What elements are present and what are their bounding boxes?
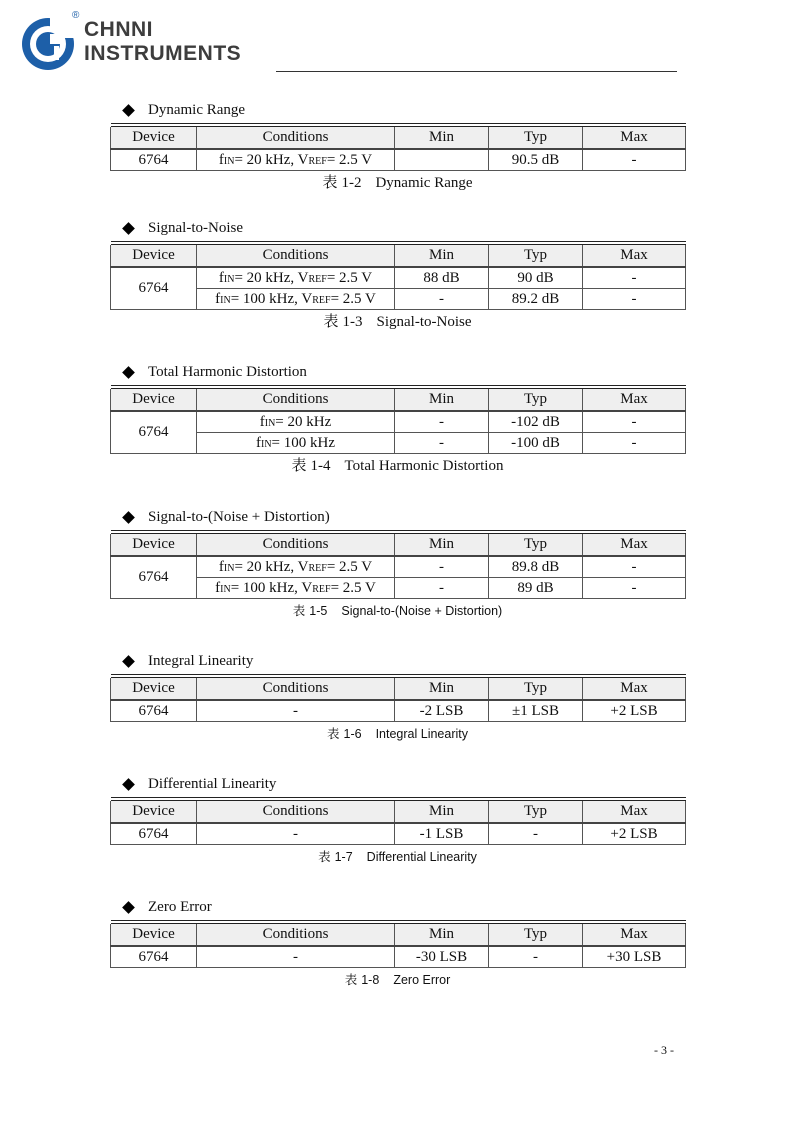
- max-cell: -: [583, 411, 686, 433]
- typ-cell: -100 dB: [489, 433, 583, 454]
- table-row: [111, 267, 686, 289]
- col-header-device: Device: [111, 534, 197, 556]
- section-differential-linearity: [110, 774, 685, 867]
- table-caption: 表 1-6 Integral Linearity: [326, 727, 468, 741]
- col-header-conditions: Conditions: [197, 389, 395, 411]
- table-header-row: [111, 678, 686, 700]
- table-caption: 表 1-2 Dynamic Range: [322, 175, 473, 191]
- col-header-max: Max: [583, 245, 686, 267]
- min-cell: -: [395, 411, 489, 433]
- section-title: Integral Linearity: [148, 653, 254, 669]
- col-header-max: Max: [583, 534, 686, 556]
- col-header-device: Device: [111, 127, 197, 149]
- section-title: Total Harmonic Distortion: [148, 364, 307, 380]
- min-cell: -: [395, 433, 489, 454]
- table-caption: 表 1-7 Differential Linearity: [318, 850, 477, 864]
- typ-cell: 89.2 dB: [489, 289, 583, 310]
- diamond-bullet-icon: [122, 222, 135, 235]
- col-header-min: Min: [395, 924, 489, 946]
- col-header-conditions: Conditions: [197, 245, 395, 267]
- min-cell: -: [395, 556, 489, 578]
- col-header-min: Min: [395, 534, 489, 556]
- company-logo: [20, 10, 280, 76]
- section-heading: [110, 897, 685, 917]
- max-cell: -: [583, 556, 686, 578]
- col-header-device: Device: [111, 801, 197, 823]
- company-name-line2: INSTRUMENTS: [84, 42, 242, 65]
- typ-cell: 90 dB: [489, 267, 583, 289]
- col-header-max: Max: [583, 924, 686, 946]
- table-row: [111, 411, 686, 433]
- col-header-min: Min: [395, 245, 489, 267]
- col-header-device: Device: [111, 245, 197, 267]
- table-row: [111, 149, 686, 171]
- table-row: [111, 700, 686, 722]
- table-header-row: [111, 801, 686, 823]
- col-header-typ: Typ: [489, 245, 583, 267]
- section-title: Dynamic Range: [148, 102, 246, 118]
- col-header-conditions: Conditions: [197, 801, 395, 823]
- table-caption: 表 1-5 Signal-to-(Noise + Distortion): [292, 604, 503, 618]
- diamond-bullet-icon: [122, 104, 135, 117]
- company-name-line1: CHNNI: [84, 18, 153, 41]
- table-row: [111, 433, 686, 454]
- header-rule: [276, 71, 677, 72]
- typ-cell: 89 dB: [489, 578, 583, 599]
- conditions-cell: fIN= 100 kHz: [197, 433, 395, 454]
- page-number: - 3 -: [654, 1043, 674, 1057]
- diamond-bullet-icon: [122, 511, 135, 524]
- col-header-min: Min: [395, 801, 489, 823]
- section-signal-to-noise-distortion: [110, 507, 685, 621]
- min-cell: -: [395, 578, 489, 599]
- min-cell: -: [395, 289, 489, 310]
- device-cell: 6764: [111, 556, 197, 599]
- diamond-bullet-icon: [122, 901, 135, 914]
- section-heading: [110, 651, 685, 671]
- table-row: [111, 578, 686, 599]
- typ-cell: 89.8 dB: [489, 556, 583, 578]
- col-header-typ: Typ: [489, 127, 583, 149]
- max-cell: -: [583, 433, 686, 454]
- col-header-min: Min: [395, 678, 489, 700]
- max-cell: +2 LSB: [583, 823, 686, 845]
- col-header-max: Max: [583, 127, 686, 149]
- table-caption: 表 1-8 Zero Error: [344, 973, 451, 987]
- col-header-max: Max: [583, 801, 686, 823]
- section-signal-to-noise: [110, 218, 685, 332]
- min-cell: -30 LSB: [395, 946, 489, 968]
- col-header-typ: Typ: [489, 924, 583, 946]
- spec-table: [110, 385, 686, 454]
- col-header-device: Device: [111, 678, 197, 700]
- typ-cell: ±1 LSB: [489, 700, 583, 722]
- section-dynamic-range: [110, 100, 685, 193]
- company-name: [84, 18, 241, 66]
- max-cell: +30 LSB: [583, 946, 686, 968]
- table-caption: 表 1-3 Signal-to-Noise: [323, 314, 472, 330]
- min-cell: 88 dB: [395, 267, 489, 289]
- col-header-typ: Typ: [489, 534, 583, 556]
- table-header-row: [111, 534, 686, 556]
- section-total-harmonic-distortion: [110, 362, 685, 476]
- section-title: Zero Error: [148, 899, 212, 915]
- device-cell: 6764: [111, 823, 197, 845]
- device-cell: 6764: [111, 946, 197, 968]
- diamond-bullet-icon: [122, 366, 135, 379]
- diamond-bullet-icon: [122, 778, 135, 791]
- section-heading: [110, 218, 685, 238]
- col-header-max: Max: [583, 678, 686, 700]
- table-header-row: [111, 127, 686, 149]
- section-zero-error: [110, 897, 685, 990]
- section-heading: [110, 774, 685, 794]
- conditions-cell: -: [197, 700, 395, 722]
- spec-table: [110, 797, 686, 845]
- spec-table: [110, 920, 686, 968]
- table-row: [111, 823, 686, 845]
- conditions-cell: -: [197, 946, 395, 968]
- section-title: Signal-to-(Noise + Distortion): [148, 509, 330, 525]
- max-cell: -: [583, 289, 686, 310]
- conditions-cell: fIN= 100 kHz, VREF= 2.5 V: [197, 289, 395, 310]
- col-header-max: Max: [583, 389, 686, 411]
- section-heading: [110, 362, 685, 382]
- device-cell: 6764: [111, 267, 197, 310]
- table-caption: 表 1-4 Total Harmonic Distortion: [291, 458, 504, 474]
- device-cell: 6764: [111, 411, 197, 454]
- diamond-bullet-icon: [122, 655, 135, 668]
- col-header-device: Device: [111, 389, 197, 411]
- typ-cell: 90.5 dB: [489, 149, 583, 171]
- table-header-row: [111, 245, 686, 267]
- conditions-cell: -: [197, 823, 395, 845]
- col-header-min: Min: [395, 389, 489, 411]
- device-cell: 6764: [111, 700, 197, 722]
- conditions-cell: fIN= 20 kHz, VREF= 2.5 V: [197, 267, 395, 289]
- col-header-device: Device: [111, 924, 197, 946]
- conditions-cell: fIN= 20 kHz, VREF= 2.5 V: [197, 556, 395, 578]
- col-header-min: Min: [395, 127, 489, 149]
- col-header-conditions: Conditions: [197, 924, 395, 946]
- section-integral-linearity: [110, 651, 685, 744]
- max-cell: -: [583, 149, 686, 171]
- chnni-logo-icon: [20, 16, 76, 72]
- col-header-typ: Typ: [489, 801, 583, 823]
- conditions-cell: fIN= 20 kHz: [197, 411, 395, 433]
- spec-table: [110, 123, 686, 171]
- section-title: Signal-to-Noise: [148, 220, 243, 236]
- conditions-cell: fIN= 20 kHz, VREF= 2.5 V: [197, 149, 395, 171]
- spec-table: [110, 674, 686, 722]
- min-cell: -1 LSB: [395, 823, 489, 845]
- table-header-row: [111, 924, 686, 946]
- table-row: [111, 946, 686, 968]
- table-row: [111, 556, 686, 578]
- section-title: Differential Linearity: [148, 776, 277, 792]
- min-cell: -2 LSB: [395, 700, 489, 722]
- max-cell: +2 LSB: [583, 700, 686, 722]
- section-heading: [110, 100, 685, 120]
- col-header-conditions: Conditions: [197, 534, 395, 556]
- typ-cell: -: [489, 823, 583, 845]
- spec-table: [110, 241, 686, 310]
- min-cell: [395, 149, 489, 171]
- conditions-cell: fIN= 100 kHz, VREF= 2.5 V: [197, 578, 395, 599]
- max-cell: -: [583, 578, 686, 599]
- table-row: [111, 289, 686, 310]
- section-heading: [110, 507, 685, 527]
- registered-mark: ®: [72, 10, 80, 21]
- typ-cell: -102 dB: [489, 411, 583, 433]
- col-header-conditions: Conditions: [197, 127, 395, 149]
- col-header-typ: Typ: [489, 389, 583, 411]
- col-header-typ: Typ: [489, 678, 583, 700]
- typ-cell: -: [489, 946, 583, 968]
- spec-table: [110, 530, 686, 599]
- device-cell: 6764: [111, 149, 197, 171]
- col-header-conditions: Conditions: [197, 678, 395, 700]
- max-cell: -: [583, 267, 686, 289]
- table-header-row: [111, 389, 686, 411]
